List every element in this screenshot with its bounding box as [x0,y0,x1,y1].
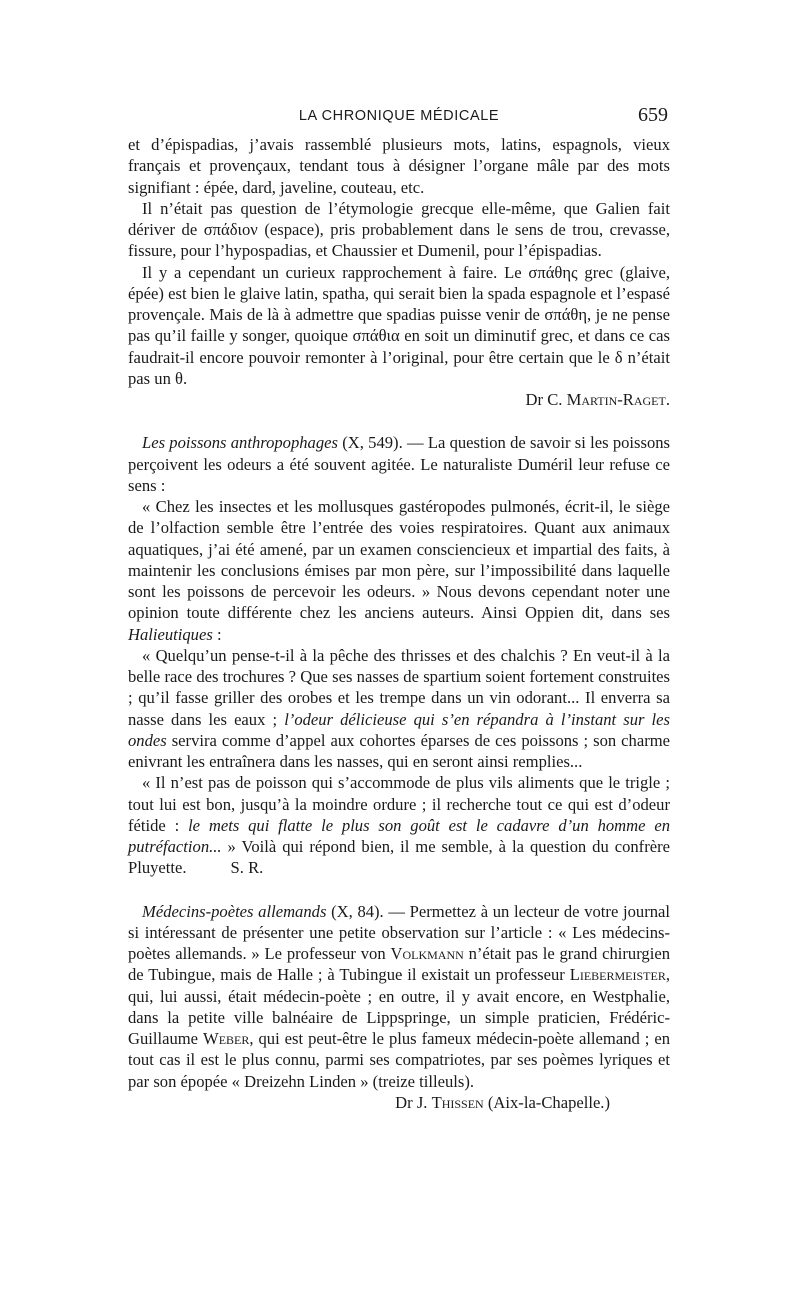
italic-quote: l’odeur délicieuse qui s’en répandra à l’instant sur les ondes [128,709,670,750]
paragraph: « Il n’est pas de poisson qui s’accommode de plus vils aliments que le trigle ; tout lui est bon, jusqu’à la moindre ordure ; il recherche tout ce qui est d’odeur fétide : le mets qui flatte le plus son goût est le cadavre d’un homme en putréfaction... » Voilà qui répond bien, il me semble, à la question du confrère Pluyette. S. R. [128,773,671,878]
signature-name: Thissen [431,1092,484,1112]
page-header [128,104,670,130]
paragraph: Médecins-poètes allemands (X, 84). — Permettez à un lecteur de votre journal si intéressant de présenter une petite observation sur l’article : « Les médecins-poètes allemands. » Le professeur von Volkmann n’était pas le grand chirurgien de Tubingue, mais de Halle ; à Tubingue il existait un professeur Liebermeister, qui, lui aussi, était médecin-poète ; en outre, il y avait encore, en Westphalie, dans la petite ville balnéaire de Lippspringe, un simple praticien, Frédéric-Guillaume Weber, qui est peut-être le plus fameux médecin-poète allemand ; en tout cas il est le plus connu, parmi ses compatriotes, par ses poèmes lyriques et par son épopée « Dreizehn Linden » (treize tilleuls). [128,901,670,1091]
article-title: Médecins-poètes allemands [142,901,327,921]
signature [128,389,670,410]
paragraph: Il y a cependant un curieux rapprochement à faire. Le σπάθης grec (glaive, épée) est bien le glaive latin, spatha, qui serait bien la spada espagnole et l’espasé provençale. Mais de là à admettre que spadias puisse venir de σπάθη, je ne pense pas qu’il faille y songer, quoique σπάθια en soit un diminutif grec, et dans ce cas faudrait-il encore pouvoir remonter à l’original, pour être certain que le δ n’était pas un θ. [128,262,670,388]
running-title: LA CHRONIQUE MÉDICALE [298,108,500,124]
paragraph: « Chez les insectes et les mollusques gastéropodes pulmonés, écrit-il, le siège de l’olfaction semble être l’entrée des voies respiratoires. Quant aux animaux aquatiques, j’ai été amené, par un examen consciencieux et impartial des faits, à maintenir les conclusions émises par mon père, sur l’impossibilité dans laquelle sont les poissons de percevoir les odeurs. » Nous devons cependant noter une opinion toute différente chez les anciens auteurs. Ainsi Oppien dit, dans ses Halieutiques : [128,497,670,644]
work-title: Halieutiques [128,624,213,644]
article-title: Les poissons anthropophages [142,433,338,453]
person-name: Volkmann [390,944,464,963]
person-name: Liebermeister [569,965,666,985]
paragraph: Il n’était pas question de l’étymologie grecque elle-même, que Galien fait dériver de σπάδιον (espace), pris probablement dans le sens de trou, crevasse, fissure, pour l’hypospadias, et Chaussier et Dumenil, pour l’épispadias. [128,198,670,261]
initials: S. R. [230,858,264,878]
body-text [128,134,670,1113]
person-name: Weber [203,1029,250,1048]
paragraph: et d’épispadias, j’avais rassemblé plusieurs mots, latins, espagnols, vieux français et provençaux, tendant tous à désigner l’organe mâle par des mots signifiant : épée, dard, javeline, couteau, etc. [128,135,670,197]
signature-prefix: Dr J. [395,1092,428,1112]
italic-quote: le mets qui flatte le plus son goût est le cadavre d’un homme en putréfaction... [128,815,671,856]
signature-place: (Aix-la-Chapelle.) [487,1092,610,1112]
signature-name: Martin-Raget. [566,390,670,409]
page-number: 659 [638,104,668,126]
paragraph: « Quelqu’un pense-t-il à la pêche des thrisses et des chalchis ? En veut-il à la belle race des trochures ? Que ses nasses de spartium soient fortement construites ; qu’il fasse griller des orobes et les trempe dans un vin odorant... Il enverra sa nasse dans les eaux ; l’odeur délicieuse qui s’en répandra à l’instant sur les ondes servira comme d’appel aux cohortes éparses de ces poissons ; son charme enivrant les entraînera dans les nasses, qui en seront ainsi remplies... [128,645,670,771]
signature-prefix: Dr C. [525,390,563,409]
paragraph: Les poissons anthropophages (X, 549). — La question de savoir si les poissons perçoivent les odeurs a été souvent agitée. Le naturaliste Duméril leur refuse ce sens : [128,433,670,495]
signature [128,1092,670,1113]
